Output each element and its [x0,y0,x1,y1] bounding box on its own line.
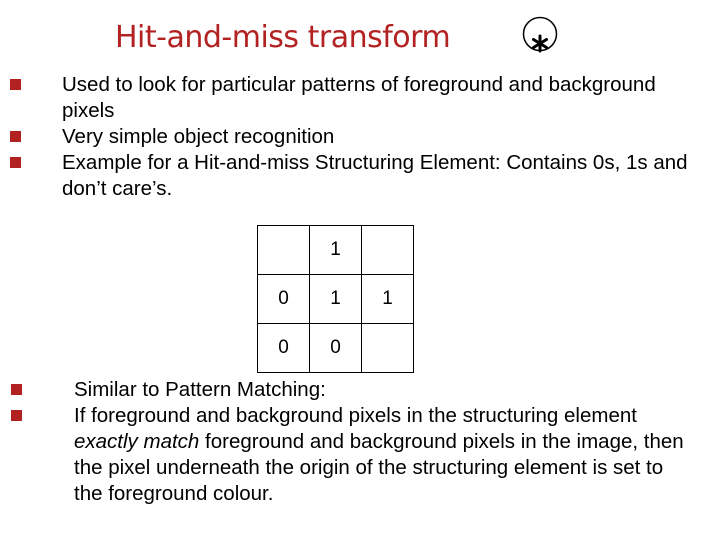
bullet-list-bottom [74,377,694,507]
bullet-text: Used to look for particular patterns of foreground and background pixels [62,73,656,122]
grid-row [258,324,414,373]
bullet-text: Similar to Pattern Matching: [74,378,326,401]
bullet-marker-icon [10,157,21,168]
bullet-marker-icon [11,410,22,421]
bullet-marker-icon [10,131,21,142]
bullet-item [62,150,702,202]
bullet-item [74,403,694,507]
bullet-item [74,377,694,403]
grid-cell: 0 [258,324,310,373]
bullet-emphasis: exactly match [74,430,200,453]
structuring-element-grid [257,225,414,373]
grid-cell: 1 [362,275,414,324]
bullet-text [74,404,684,505]
bullet-item [62,72,702,124]
slide-title: Hit-and-miss transform [115,20,451,55]
bullet-text: Very simple object recognition [62,125,335,148]
asterisk-in-circle-icon [521,15,559,53]
grid-row [258,226,414,275]
bullet-item [62,124,702,150]
grid-cell: 1 [310,275,362,324]
grid-cell [258,226,310,275]
bullet-text-part: foreground and background pixels in the image, then the pixel underneath the origin of the structuring element is set to the foreground colour. [74,430,684,505]
grid-cell [362,226,414,275]
bullet-text: Example for a Hit-and-miss Structuring Element: Contains 0s, 1s and don’t care’s. [62,151,688,200]
bullet-marker-icon [11,384,22,395]
bullet-list-top [62,72,702,202]
grid-row [258,275,414,324]
bullet-text-part: If foreground and background pixels in the structuring element [74,404,637,427]
grid-cell: 1 [310,226,362,275]
bullet-marker-icon [10,79,21,90]
grid-cell: 0 [258,275,310,324]
grid-cell [362,324,414,373]
grid-cell: 0 [310,324,362,373]
